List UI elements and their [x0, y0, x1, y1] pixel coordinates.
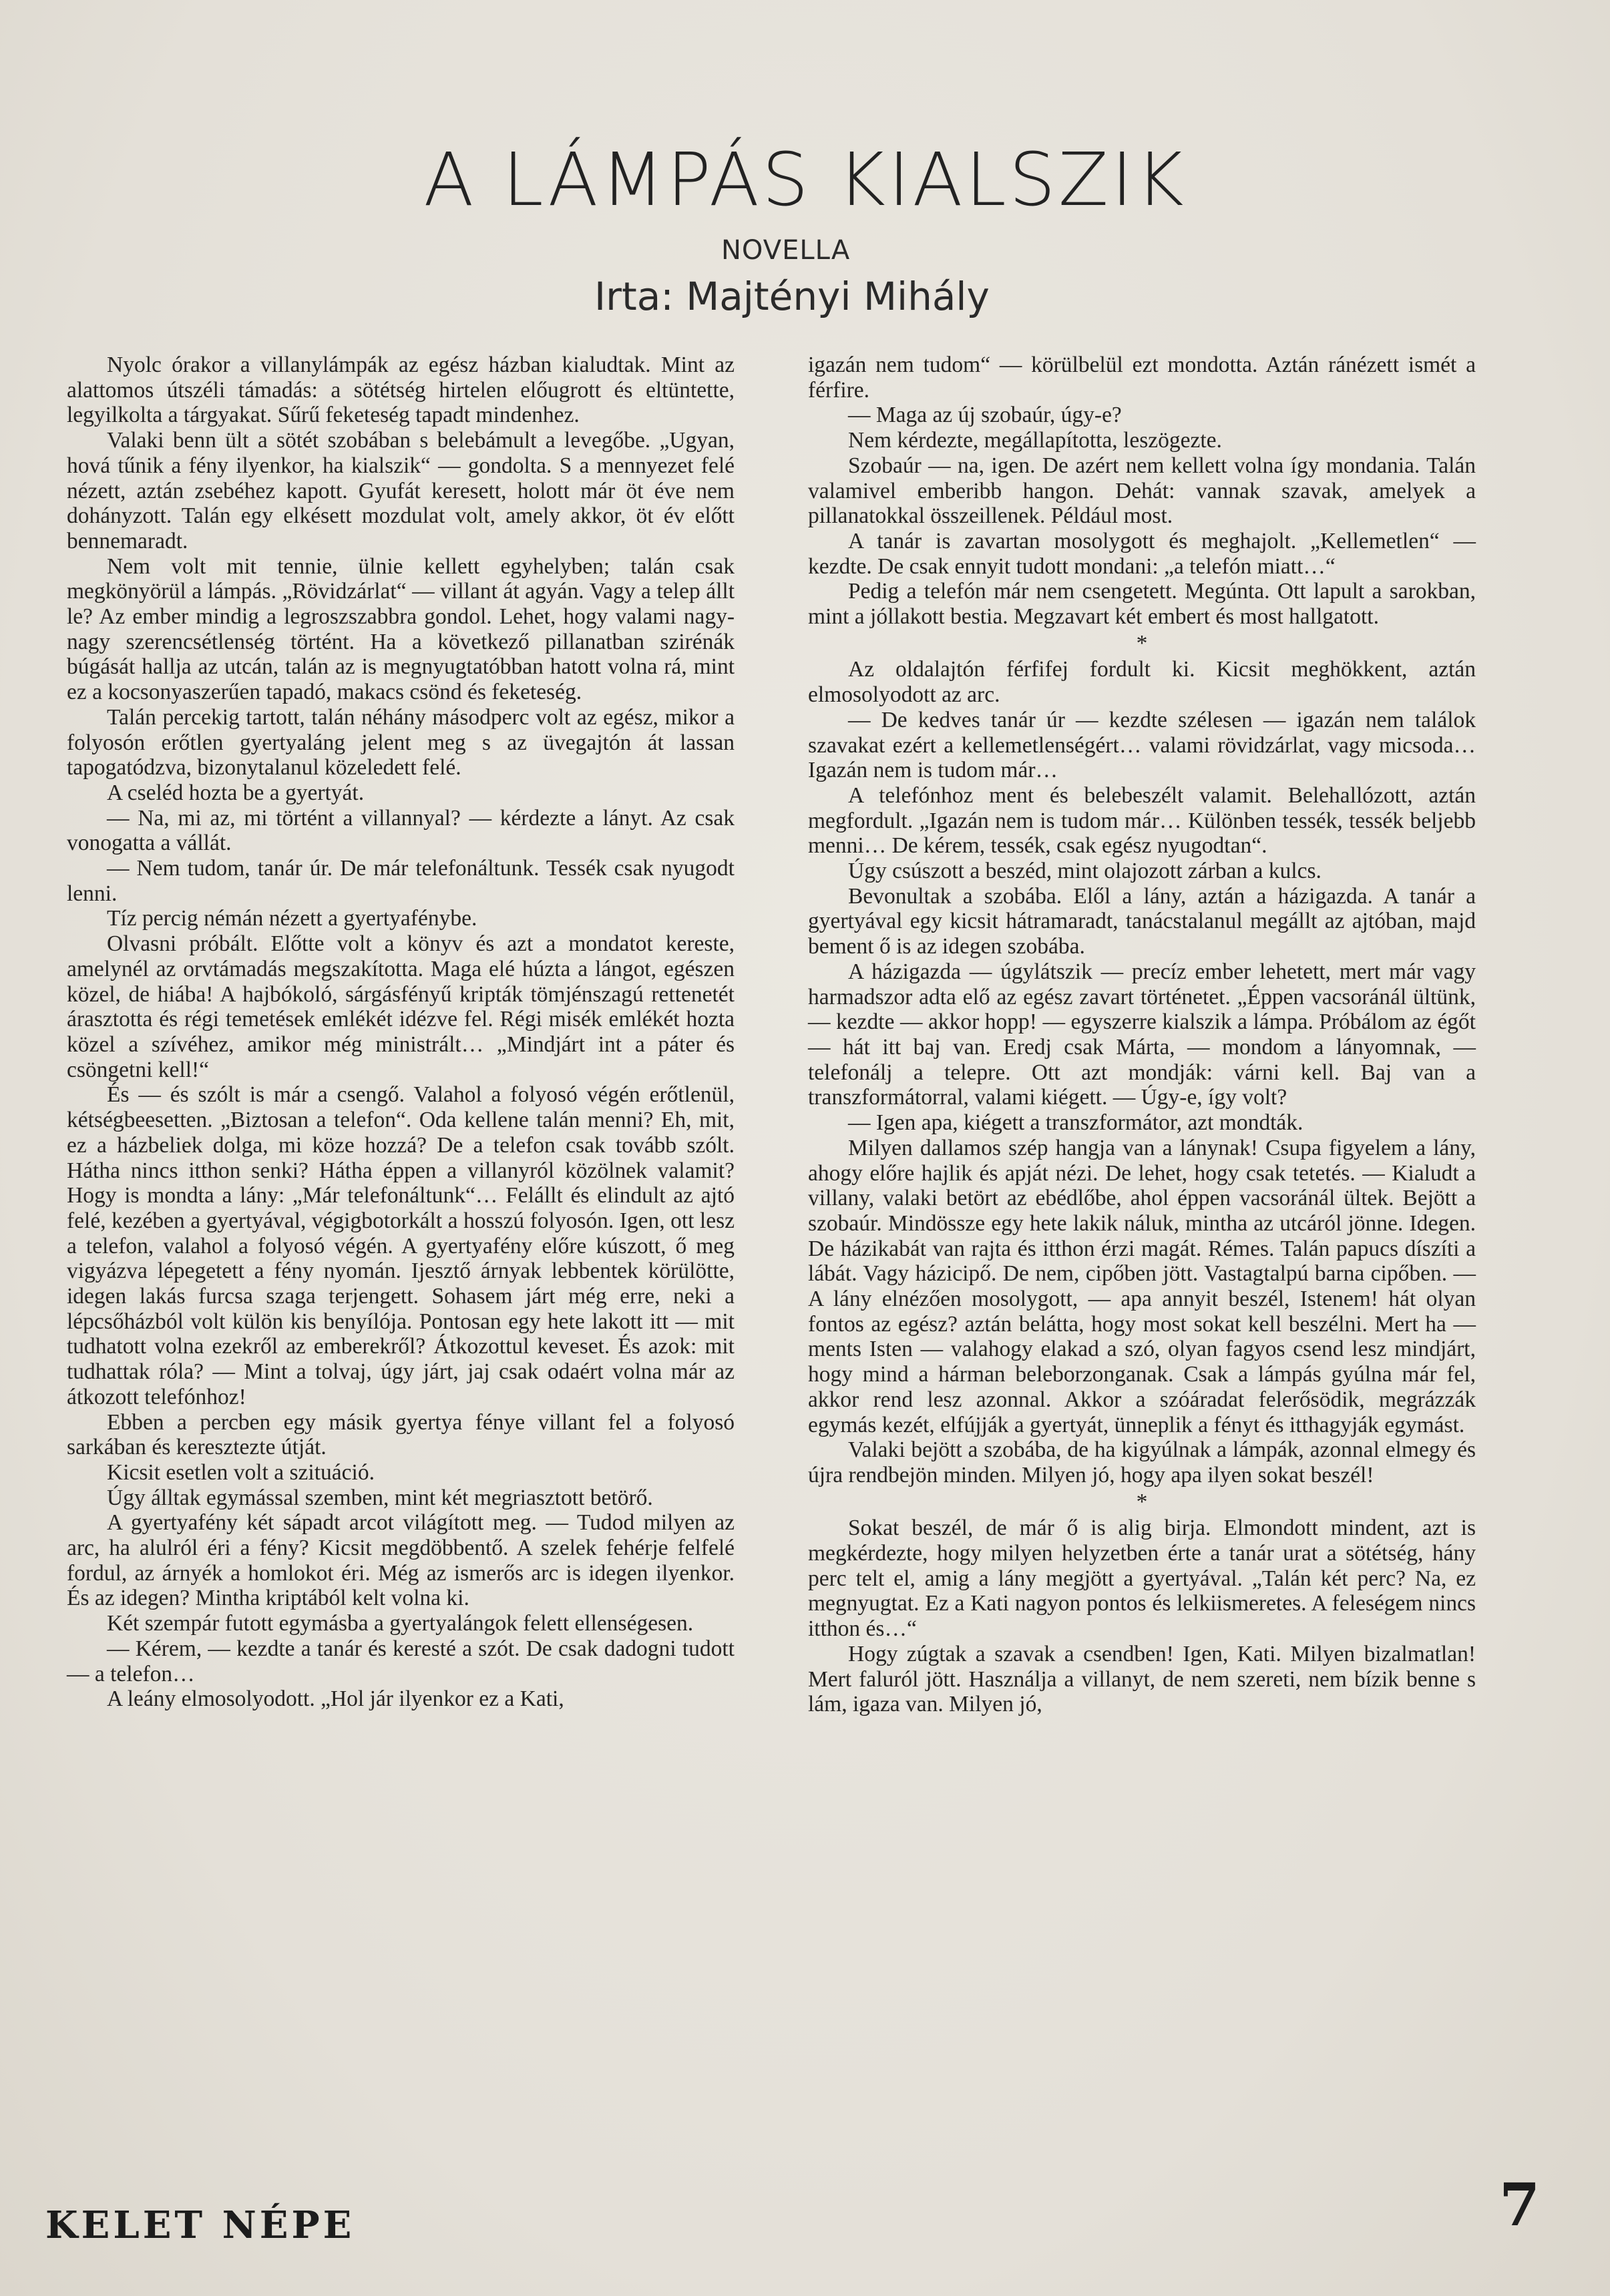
paragraph: Ebben a percben egy másik gyertya fénye villant fel a folyosó sarkában és keresztezte útját.: [67, 1409, 735, 1460]
paragraph: Kicsit esetlen volt a szituáció.: [107, 1459, 375, 1485]
paragraph: Valaki bejött a szobába, de ha kigyúlnak a lámpák, azonnal elmegy és újra rendbejön minden. Milyen jó, hogy apa ilyen sokat beszél!: [808, 1437, 1476, 1487]
paragraph: — Kérem, — kezdte a tanár és keresté a szót. De csak dadogni tudott — a telefon…: [67, 1636, 735, 1686]
text-column-right: [808, 353, 1476, 1717]
paragraph: Valaki benn ült a sötét szobában s belebámult a levegőbe. „Ugyan, hová tűnik a fény ilyenkor, ha kialszik“ — gondolta. S a mennyezet felé nézett, aztán zsebéhez kapott. Gyufát keresett, holott már öt éve nem dohányzott. Talán egy elkésett mozdulat volt, amely akkor, öt év előtt bennemaradt.: [67, 428, 735, 553]
paragraph: — De kedves tanár úr — kezdte szélesen — igazán nem találok szavakat ezért a kellemetlenségért… valami rövidzárlat, vagy micsoda… Igazán nem is tudom már…: [808, 707, 1476, 783]
article-genre: NOVELLA: [721, 235, 851, 266]
article-byline: Irta: Majtényi Mihály: [594, 274, 990, 319]
paragraph: A gyertyafény két sápadt arcot világított meg. — Tudod milyen az arc, ha alulról éri a fény? Kicsit megdöbbentő. A szelek fehérje felfelé fordul, az árnyék a homlokot éri. Még az ismerős arc is idegen ilyenkor. És az idegen? Mintha kriptából kelt volna ki.: [67, 1510, 735, 1611]
paragraph: Nem kérdezte, megállapította, leszögezte.: [848, 428, 1222, 453]
page-number: 7: [1499, 2170, 1541, 2239]
paragraph: Úgy álltak egymással szemben, mint két megriasztott betörő.: [107, 1485, 653, 1510]
paragraph: Milyen dallamos szép hangja van a lánynak! Csupa figyelem a lány, ahogy előre hajlik és apját nézi. De lehet, hogy csak tetetés. — Kialudt a villany, valaki betört az ebédlőbe, ahol éppen vacsoránál ültek. Bejött a szobaúr. Mindössze egy hete lakik náluk, mintha az utcáról jönne. Idegen. De házikabát van rajta és itthon érzi magát. Rémes. Talán papucs díszíti a lábát. Vagy házicipő. De nem, cipőben jött. Vastagtalpú barna cipőben. — A lány elnézően mosolygott, — apa annyit beszél, Istenem! hát olyan fontos az egész? aztán belátta, hogy most sokat kell beszélni. Mert ha — ments Isten — valahogy elakad a szó, olyan fagyos csend lesz mindjárt, hogy mind a hárman beleborzonganak. Csak a lámpás gyúlna már fel, akkor rend lesz azonnal. Akkor a szóáradat felerősödik, megrázzák egymás kezét, elfújják a gyertyát, ünneplik a fényt és itthagyják egymást.: [808, 1135, 1476, 1437]
paragraph: — Na, mi az, mi történt a villannyal? — kérdezte a lányt. Az csak vonogatta a vállát.: [67, 805, 735, 856]
paragraph: Tíz percig némán nézett a gyertyafénybe.: [107, 906, 477, 931]
section-separator: *: [1136, 1489, 1148, 1514]
paragraph: igazán nem tudom“ — körülbelül ezt mondotta. Aztán ránézett ismét a férfire.: [808, 353, 1476, 403]
paragraph: Úgy csúszott a beszéd, mint olajozott zárban a kulcs.: [848, 859, 1322, 884]
section-separator: *: [1136, 630, 1148, 656]
paragraph: — Igen apa, kiégett a transzformátor, azt mondták.: [848, 1110, 1303, 1136]
paragraph: Bevonultak a szobába. Elől a lány, aztán a házigazda. A tanár a gyertyával egy kicsit hátramaradt, tanácstalanul megállt az ajtóban, majd bement ő is az idegen szobába.: [808, 883, 1476, 959]
paragraph: A telefónhoz ment és belebeszélt valamit. Belehallózott, aztán megfordult. „Igazán nem is tudom már… Különben tessék, tessék beljebb menni… De kérem, tessék, csak egész nyugodtan“.: [808, 782, 1476, 859]
paragraph: A leány elmosolyodott. „Hol jár ilyenkor ez a Kati,: [107, 1686, 564, 1712]
paragraph: Nem volt mit tennie, ülnie kellett egyhelyben; talán csak megkönyörül a lámpás. „Rövidzárlat“ — villant át agyán. Vagy a telep állt le? Az ember mindig a legroszszabbra gondol. Lehet, hogy valami nagy-nagy szerencsétlenség történt. Ha a következő pillanatban szirénák búgását hallja az utcán, talán az is megnyugtatóbban hatott volna rá, mint ez a kocsonyaszerűen tapadó, makacs csönd és feketeség.: [67, 553, 735, 705]
paragraph: — Maga az új szobaúr, úgy-e?: [848, 403, 1122, 428]
paragraph: Két szempár futott egymásba a gyertyalángok felett ellenségesen.: [107, 1611, 694, 1636]
article-title: A LÁMPÁS KIALSZIK: [423, 137, 1187, 222]
paragraph: És — és szólt is már a csengő. Valahol a folyosó végén erőtlenül, kétségbeesetten. „Biztosan a telefon“. Oda kellene talán menni? Eh, mit, ez a házbeliek dolga, mi köze hozzá? De a telefon csak tovább szólt. Hátha nincs itthon senki? Hátha éppen a villanyról közölnek valamit? Hogy is mondta a lány: „Már telefonáltunk“… Felállt és elindult az ajtó felé, kezében a gyertyával, végigbotorkált a hosszú folyosón. Igen, ott lesz a telefon, valahol a folyosó végén. A gyertyafény előre kúszott, ő meg vigyázva lépegetett a fény nyomán. Ijesztő árnyak lebbentek körülötte, idegen lakás furcsa szaga terjengett. Sohasem járt még erre, neki a lépcsőházból volt külön kis benyílója. Pontosan egy hete lakott itt — mit tudhatott volna ezekről az emberekről? Átkozottul keveset. És azok: mit tudhattak róla? — Mint a tolvaj, úgy járt, jaj csak odaért volna már az átkozott telefónhoz!: [67, 1082, 735, 1409]
paragraph: A házigazda — úgylátszik — precíz ember lehetett, mert már vagy harmadszor adta elő az egész zavart történetet. „Éppen vacsoránál ültünk, — kezdte — akkor hopp! — egyszerre kialszik a lámpa. Próbálom az égőt — hát itt baj van. Eredj csak Márta, — mondom a lányomnak, — telefonálj a telepre. Ott azt mondják: várni kell. Baj van a transzformátorral, valami kiégett. — Úgy-e, így volt?: [808, 959, 1476, 1110]
magazine-name: KELET NÉPE: [45, 2203, 355, 2247]
paragraph: — Nem tudom, tanár úr. De már telefonáltunk. Tessék csak nyugodt lenni.: [67, 856, 735, 906]
paragraph: Szobaúr — na, igen. De azért nem kellett volna így mondania. Talán valamivel emberibb hangon. Dehát: vannak szavak, amelyek a pillanatokkal összeillenek. Például most.: [808, 453, 1476, 529]
paragraph: Nyolc órakor a villanylámpák az egész házban kialudtak. Mint az alattomos útszéli támadás: a sötétség hirtelen előugrott és eltüntette, legyilkolta a tárgyakat. Sűrű feketeség tapadt mindenhez.: [67, 353, 735, 428]
paragraph: A cseléd hozta be a gyertyát.: [107, 780, 365, 805]
text-column-left: [67, 353, 735, 1712]
paragraph: A tanár is zavartan mosolygott és meghajolt. „Kellemetlen“ — kezdte. De csak ennyit tudott mondani: „a telefón miatt…“: [808, 528, 1476, 579]
paragraph: Talán percekig tartott, talán néhány másodperc volt az egész, mikor a folyosón erőtlen gyertyaláng jelent meg s az üvegajtón át lassan tapogatódzva, bizonytalanul közeledett felé.: [67, 704, 735, 780]
paragraph: Hogy zúgtak a szavak a csendben! Igen, Kati. Milyen bizalmatlan! Mert faluról jött. Használja a villanyt, de nem szereti, nem bízik benne s lám, igaza van. Milyen jó,: [808, 1641, 1476, 1717]
paragraph: Sokat beszél, de már ő is alig birja. Elmondott mindent, azt is megkérdezte, hogy milyen helyzetben érte a tanár urat a sötétség, hány perc telt el, amig a lány megjött a gyertyával. „Talán két perc? Na, ez megnyugtat. Ez a Kati nagyon pontos és lelkiismeretes. A feleségem nincs itthon és…“: [808, 1516, 1476, 1642]
paragraph: Pedig a telefón már nem csengetett. Megúnta. Ott lapult a sarokban, mint a jóllakott bestia. Megzavart két embert és most hallgatott.: [808, 579, 1476, 630]
paragraph: Olvasni próbált. Előtte volt a könyv és azt a mondatot kereste, amelynél az orvtámadás megszakította. Maga elé húzta a lángot, egészen közel, de hiába! A hajbókoló, sárgásfényű kripták tömjénszagú rettenetét árasztotta és régi temetések emlékét idézve fel. Régi misék emlékét hozta közel a szívéhez, amikor még ministrált… „Mindjárt int a páter és csöngetni kell!“: [67, 931, 735, 1082]
paragraph: Az oldalajtón férfifej fordult ki. Kicsit meghökkent, aztán elmosolyodott az arc.: [808, 657, 1476, 708]
